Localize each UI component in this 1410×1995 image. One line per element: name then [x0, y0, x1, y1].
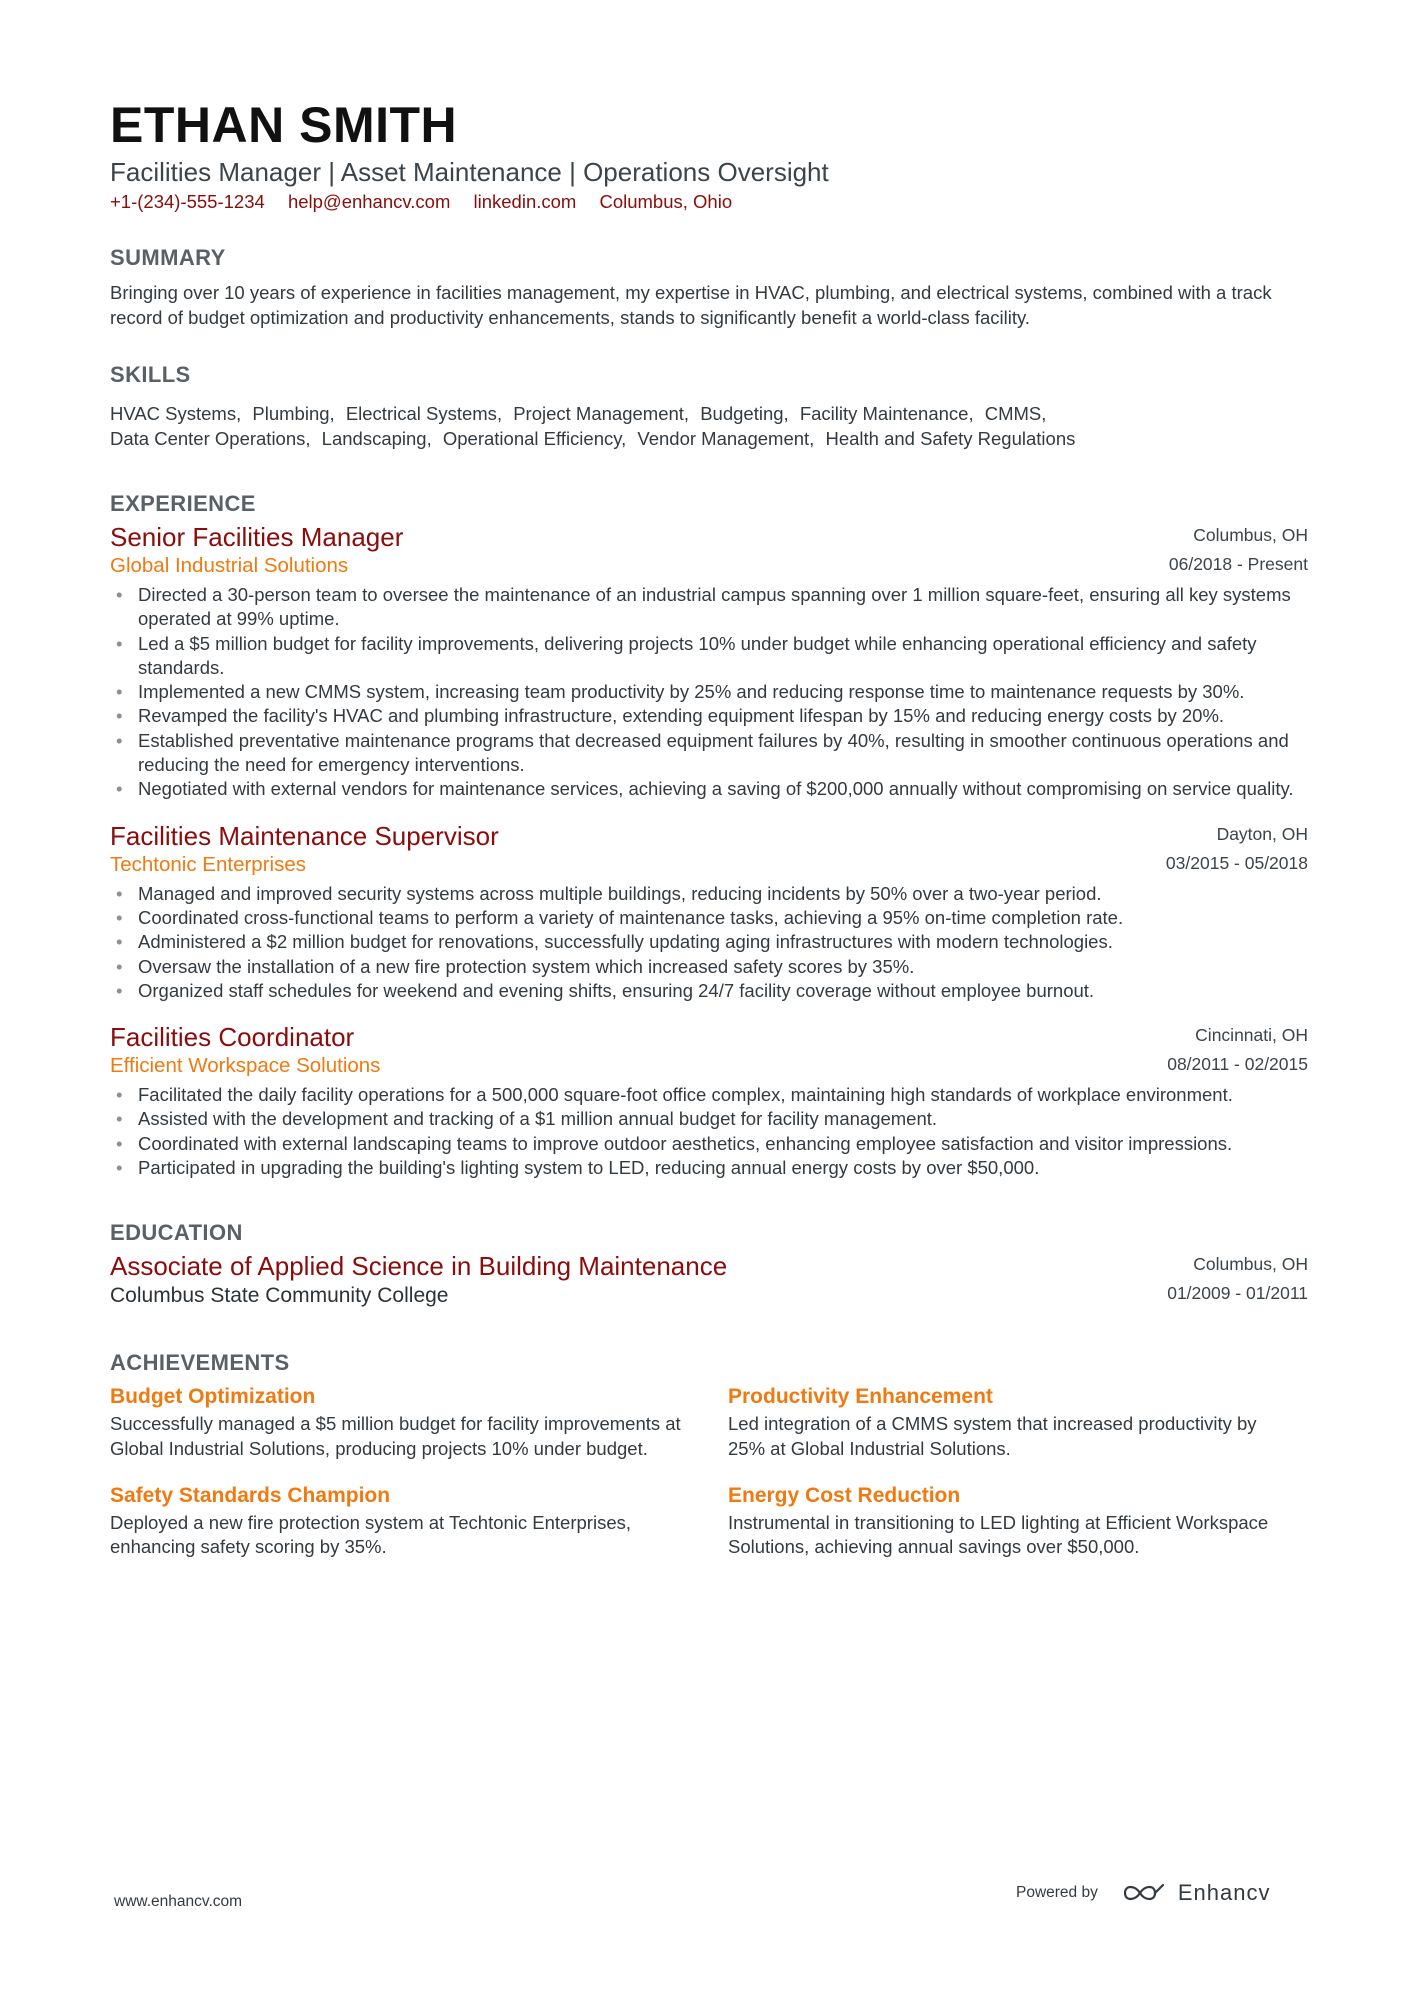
entry-header	[110, 1021, 1308, 1079]
bullet-text: Administered a $2 million budget for renovations, successfully updating aging infrastructures with modern technologies.	[138, 931, 1113, 953]
job-title: Facilities Coordinator	[110, 1022, 355, 1053]
job-bullets	[110, 1083, 1308, 1180]
summary-text: Bringing over 10 years of experience in facilities management, my expertise in HVAC, plumbing, and electrical systems, combined with a track record of budget optimization and productivity enhancements, stands to significantly benefit a world-class facility.	[110, 282, 1272, 328]
skill-item: Plumbing ,	[252, 403, 340, 424]
footer-powered-by	[1016, 1880, 1270, 1906]
bullet-icon: •	[116, 1084, 123, 1106]
skill-item: CMMS ,	[985, 403, 1053, 424]
achievement-title: Safety Standards Champion	[110, 1483, 391, 1507]
achievement-title: Energy Cost Reduction	[728, 1483, 961, 1507]
bullet-text: Implemented a new CMMS system, increasing team productivity by 25% and reducing response time to maintenance requests by 30%.	[138, 681, 1245, 703]
job-title: Facilities Maintenance Supervisor	[110, 820, 499, 851]
footer-website-link[interactable]: www.enhancv.com	[114, 1893, 243, 1910]
experience-entry	[110, 1021, 1308, 1180]
experience-title: EXPERIENCE	[110, 491, 256, 516]
job-location: Dayton, OH	[1216, 823, 1308, 844]
education-location: Columbus, OH	[1193, 1254, 1308, 1275]
resume-page	[110, 95, 1308, 1560]
list-item	[110, 955, 1308, 979]
list-item	[110, 583, 1308, 632]
list-item	[110, 979, 1308, 1003]
bullet-text: Established preventative maintenance programs that decreased equipment failures by 40%, resulting in smoother continuous operations and reducing the need for emergency interventions.	[138, 729, 1289, 776]
bullet-text: Negotiated with external vendors for maintenance services, achieving a saving of $200,000 annually without compromising on service quality.	[138, 778, 1294, 800]
job-bullets	[110, 882, 1308, 1003]
skill-item: Landscaping ,	[322, 428, 438, 449]
brand-logo[interactable]	[1122, 1880, 1271, 1906]
job-bullets	[110, 583, 1308, 802]
linkedin-link[interactable]: linkedin.com	[473, 191, 577, 212]
bullet-text: Managed and improved security systems across multiple buildings, reducing incidents by 50% over a two-year period.	[138, 882, 1102, 904]
education-entry	[110, 1250, 1308, 1310]
bullet-text: Coordinated cross-functional teams to perform a variety of maintenance tasks, achieving a 95% on-time completion rate.	[138, 906, 1124, 928]
headline: Facilities Manager | Asset Maintenance | Operations Oversight	[110, 157, 829, 187]
bullet-icon: •	[116, 1108, 123, 1130]
company-name: Global Industrial Solutions	[110, 554, 349, 577]
bullet-icon: •	[116, 729, 123, 751]
skills-list	[110, 402, 1308, 451]
job-location: Cincinnati, OH	[1195, 1025, 1308, 1046]
job-title: Senior Facilities Manager	[110, 522, 404, 552]
experience-entry	[110, 521, 1308, 802]
bullet-text: Led a $5 million budget for facility improvements, delivering projects 10% under budget while enhancing operational efficiency and safety standards.	[138, 632, 1257, 678]
list-item	[110, 930, 1308, 954]
list-item	[110, 729, 1308, 778]
list-item	[110, 1132, 1308, 1156]
bullet-text: Organized staff schedules for weekend and evening shifts, ensuring 24/7 facility coverage without employee burnout.	[138, 979, 1095, 1001]
entry-header	[110, 820, 1308, 878]
achievements-section	[110, 1348, 1308, 1559]
skill-item: Budgeting ,	[700, 403, 794, 424]
bullet-text: Facilitated the daily facility operations for a 500,000 square-foot office complex, maintaining high standards of workplace environment.	[138, 1084, 1233, 1106]
bullet-icon: •	[116, 705, 123, 727]
achievement-desc: Deployed a new fire protection system at Techtonic Enterprises, enhancing safety scoring by 35%.	[110, 1511, 631, 1558]
skill-item: Vendor Management ,	[637, 428, 820, 449]
skills-title: SKILLS	[110, 362, 191, 387]
skill-item: Electrical Systems ,	[346, 403, 508, 424]
bullet-icon: •	[116, 979, 123, 1001]
powered-by-label: Powered by	[1016, 1884, 1098, 1901]
experience-entry	[110, 820, 1308, 1003]
education-dates: 01/2009 - 01/2011	[1167, 1283, 1308, 1304]
summary-section	[110, 243, 1308, 330]
phone-link[interactable]: +1-(234)-555-1234	[110, 191, 265, 212]
location-text: Columbus, Ohio	[599, 191, 733, 212]
achievement-item	[110, 1382, 728, 1461]
achievements-title: ACHIEVEMENTS	[110, 1350, 290, 1376]
company-name: Efficient Workspace Solutions	[110, 1054, 381, 1078]
achievement-desc: Instrumental in transitioning to LED lighting at Efficient Workspace Solutions, achieving annual savings over $50,000.	[728, 1511, 1269, 1558]
achievement-desc: Led integration of a CMMS system that increased productivity by 25% at Global Industrial Solutions.	[728, 1413, 1257, 1459]
job-dates: 03/2015 - 05/2018	[1165, 852, 1308, 873]
bullet-icon: •	[116, 1132, 123, 1154]
achievement-item	[110, 1481, 728, 1560]
entry-meta	[1167, 1021, 1308, 1079]
job-location: Columbus, OH	[1193, 525, 1308, 545]
job-dates: 08/2011 - 02/2015	[1167, 1054, 1308, 1075]
bullet-icon: •	[116, 906, 123, 928]
bullet-icon: •	[116, 1157, 123, 1179]
skill-item: Facility Maintenance ,	[800, 403, 980, 424]
list-item	[110, 680, 1308, 704]
bullet-icon: •	[116, 931, 123, 953]
achievement-title: Productivity Enhancement	[728, 1385, 993, 1409]
school-name: Columbus State Community College	[110, 1284, 449, 1308]
education-title: EDUCATION	[110, 1220, 243, 1246]
list-item	[110, 1156, 1308, 1180]
skill-item: Operational Efficiency ,	[443, 428, 632, 449]
company-name: Techtonic Enterprises	[110, 852, 306, 876]
achievement-desc: Successfully managed a $5 million budget for facility improvements at Global Industrial Solutions, producing projects 10% under budget.	[110, 1413, 681, 1459]
list-item	[110, 906, 1308, 930]
skill-item: Health and Safety Regulations	[825, 427, 1076, 449]
entry-header	[110, 521, 1308, 579]
brand-name: Enhancv	[1177, 1880, 1271, 1905]
email-link[interactable]: help@enhancv.com	[287, 191, 451, 212]
entry-meta	[1169, 521, 1308, 579]
bullet-text: Oversaw the installation of a new fire protection system which increased safety scores by 35%.	[138, 955, 915, 977]
list-item	[110, 1083, 1308, 1107]
skill-item: HVAC Systems ,	[110, 403, 247, 424]
achievement-item	[728, 1481, 1308, 1560]
bullet-text: Revamped the facility's HVAC and plumbing infrastructure, extending equipment lifespan by 15% and reducing energy costs by 20%.	[138, 705, 1225, 727]
list-item	[110, 777, 1308, 801]
achievement-item	[728, 1382, 1308, 1461]
skills-line	[110, 427, 1308, 452]
degree-title: Associate of Applied Science in Building Maintenance	[110, 1251, 728, 1282]
bullet-icon: •	[116, 584, 123, 605]
skill-item: Data Center Operations ,	[110, 428, 317, 449]
contact-info	[110, 189, 1308, 215]
skills-section	[110, 360, 1308, 451]
summary-title: SUMMARY	[110, 245, 226, 270]
skill-item: Project Management ,	[513, 403, 695, 424]
education-section	[110, 1218, 1308, 1310]
achievement-title: Budget Optimization	[110, 1385, 316, 1409]
achievements-grid	[110, 1382, 1308, 1559]
experience-section	[110, 489, 1308, 1180]
list-item	[110, 632, 1308, 681]
resume-header	[110, 95, 1308, 215]
bullet-icon: •	[116, 955, 123, 977]
list-item	[110, 882, 1308, 906]
entry-meta	[1167, 1250, 1308, 1308]
bullet-icon: •	[116, 882, 123, 904]
enhancv-logo-icon	[1122, 1881, 1168, 1905]
job-dates: 06/2018 - Present	[1168, 554, 1308, 574]
skills-line	[110, 402, 1308, 427]
candidate-name: ETHAN SMITH	[110, 97, 458, 153]
entry-meta	[1166, 820, 1308, 878]
bullet-icon: •	[116, 632, 123, 654]
list-item	[110, 1107, 1308, 1131]
bullet-text: Assisted with the development and tracking of a $1 million annual budget for facility management.	[138, 1108, 938, 1130]
bullet-icon: •	[116, 778, 123, 800]
bullet-text: Participated in upgrading the building's lighting system to LED, reducing annual energy costs by over $50,000.	[138, 1157, 1040, 1179]
bullet-text: Coordinated with external landscaping teams to improve outdoor aesthetics, enhancing employee satisfaction and visitor impressions.	[138, 1132, 1233, 1154]
bullet-text: Directed a 30-person team to oversee the maintenance of an industrial campus spanning over 1 million square-feet, ensuring all key systems operated at 99% uptime.	[138, 584, 1291, 630]
list-item	[110, 704, 1308, 728]
bullet-icon: •	[116, 681, 123, 703]
